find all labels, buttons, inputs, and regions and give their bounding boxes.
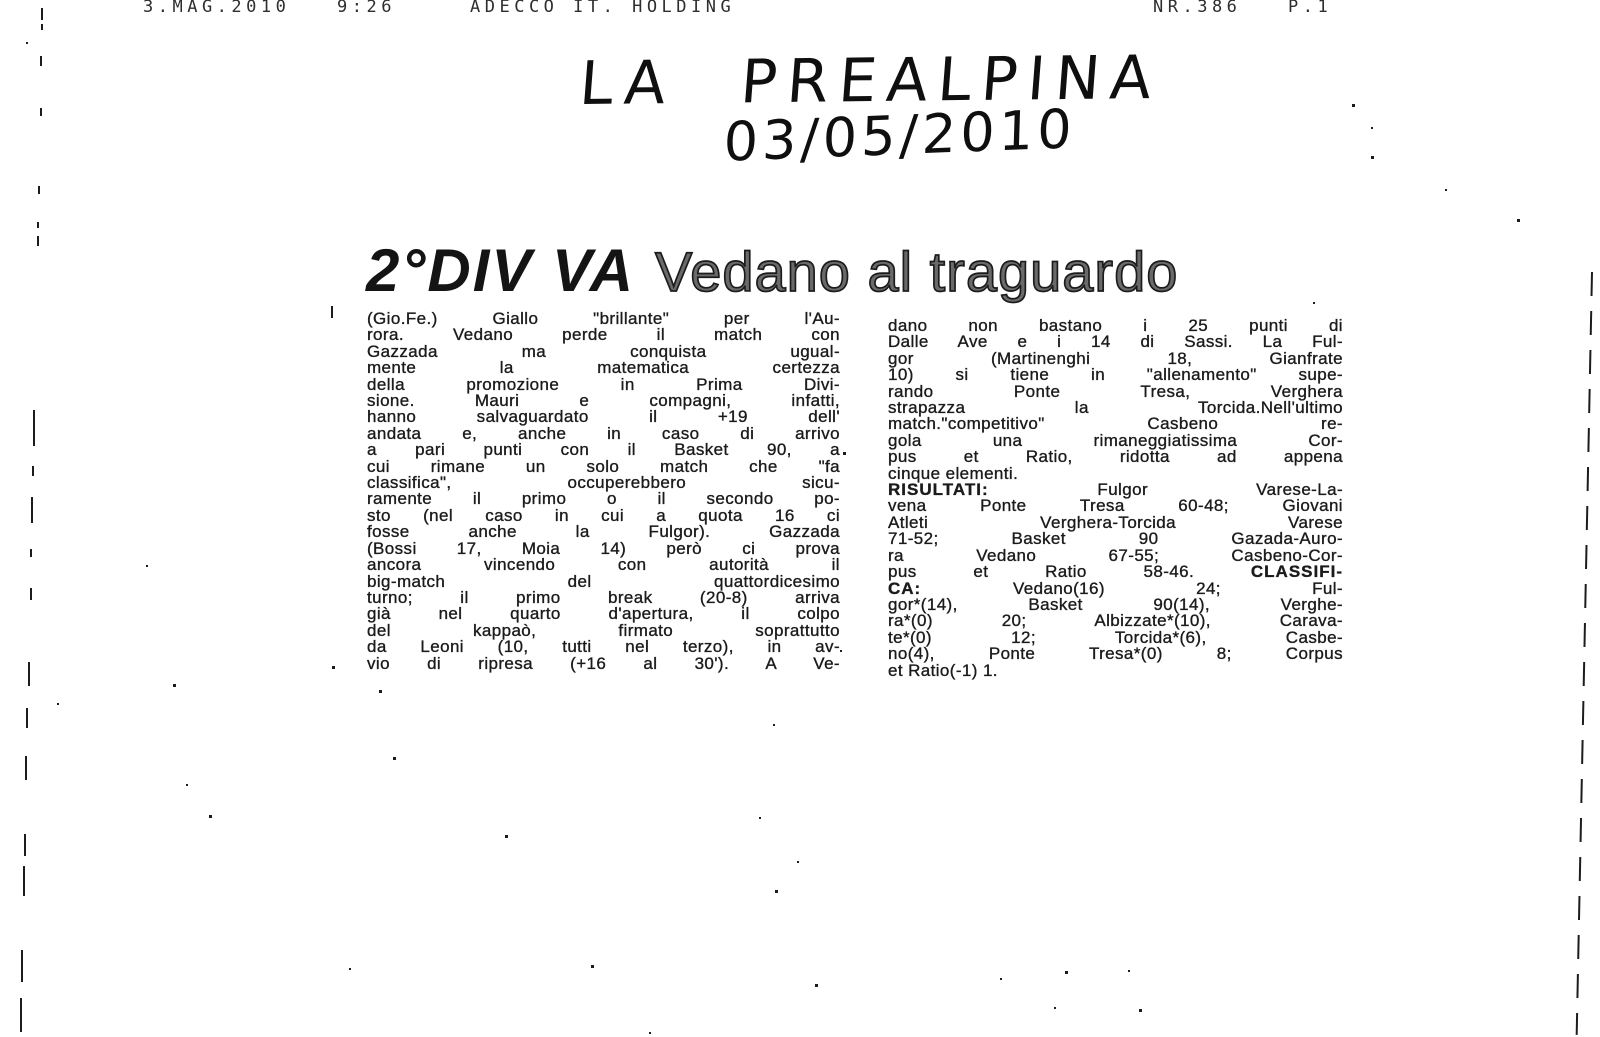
scan-noise-speck [759, 817, 761, 819]
article-text: pus et Ratio 58-46. [888, 562, 1251, 582]
scan-artifact-tick [30, 588, 32, 600]
headline-title: Vedano al traguardo [654, 240, 1179, 303]
scan-noise-speck [591, 965, 594, 968]
scan-noise-speck [146, 565, 148, 567]
article-text: big-match del quattordicesimo [367, 571, 840, 591]
article-text: dano non bastano i 25 punti di [888, 316, 1343, 335]
article-text: (Bossi 17, Moia 14) però ci prova [367, 538, 840, 558]
article-text: strapazza la Torcida.Nell'ultimo [888, 398, 1343, 418]
article-text: ra*(0) 20; Albizzate*(10), Carava- [888, 611, 1343, 631]
article-text: Vedano(16) 24; Ful- [1013, 578, 1343, 598]
scan-noise-speck [1445, 189, 1447, 191]
article-body [367, 311, 1343, 691]
article-text: a pari punti con il Basket 90, a [367, 440, 840, 460]
scan-noise-speck [505, 835, 508, 838]
scan-artifact-tick [38, 186, 40, 194]
scan-artifact-tick [41, 8, 43, 20]
scan-noise-speck [57, 703, 59, 705]
article-text: mente la matematica certezza [367, 358, 840, 378]
scan-artifact-tick [21, 950, 23, 982]
article-text: gola una rimaneggiatissima Cor- [888, 430, 1343, 450]
scan-noise-speck [1371, 127, 1373, 129]
article-text: gor*(14), Basket 90(14), Verghe- [888, 594, 1343, 614]
scan-noise-speck [649, 1032, 651, 1034]
article-text: Fulgor Varese-La- [1097, 480, 1344, 500]
scan-noise-speck [209, 815, 212, 818]
article-bold-text: CLASSIFI- [1250, 562, 1343, 582]
article-text: match."competitivo" Casbeno re- [888, 414, 1343, 434]
scan-noise-speck [173, 684, 176, 687]
scan-noise-speck [843, 452, 846, 455]
article-column-right [888, 318, 1343, 679]
article-text: della promozione in Prima Divi- [367, 374, 840, 394]
article-text: et Ratio(-1) 1. [888, 660, 998, 680]
article-text: Atleti Verghera-Torcida Varese [888, 512, 1343, 532]
article-text: te*(0) 12; Torcida*(6), Casbe- [888, 627, 1343, 647]
article-text: gor (Martinenghi 18, Gianfrate [888, 348, 1343, 368]
article-bold-text: RISULTATI: [888, 480, 1098, 500]
scan-artifact-tick [331, 306, 333, 318]
article-text: fosse anche la Fulgor). Gazzada [367, 522, 840, 542]
scan-noise-speck [775, 890, 778, 893]
article-text: cinque elementi. [888, 463, 1019, 483]
scan-noise-speck [1128, 970, 1130, 972]
article-bold-text: CA: [888, 578, 1013, 598]
article-text: sto (nel caso in cui a quota 16 ci [367, 505, 840, 525]
fax-page-number: P.1 [1288, 0, 1333, 17]
scan-noise-speck [815, 984, 818, 987]
article-text: classifica", occuperebbero sicu- [367, 473, 840, 493]
article-text: Gazzada ma conquista ugual- [367, 341, 840, 361]
article-line [888, 660, 1343, 680]
headline-kicker: 2°DIV VA [366, 237, 635, 304]
article-text: pus et Ratio, ridotta ad appena [888, 447, 1343, 467]
scan-noise-speck [1517, 219, 1520, 222]
scan-artifact-tick [30, 549, 32, 557]
scan-artifact-tick [33, 410, 35, 446]
article-text: 71-52; Basket 90 Gazada-Auro- [888, 529, 1343, 549]
article-text: cui rimane un solo match che "fa [367, 456, 840, 476]
scan-noise-speck [186, 784, 188, 786]
scan-noise-speck [840, 650, 842, 652]
scan-artifact-tick [20, 998, 22, 1032]
article-text: ramente il primo o il secondo po- [367, 489, 840, 509]
article-text: turno; il primo break (20-8) arriva [367, 587, 840, 607]
scan-noise-speck [1313, 302, 1315, 304]
article-text: vena Ponte Tresa 60-48; Giovani [888, 496, 1343, 516]
handwritten-date: 03/05/2010 [722, 97, 1077, 174]
fax-doc-number: NR.386 [1153, 0, 1242, 17]
scan-artifact-tick [37, 222, 39, 228]
article-text: vio di ripresa (+16 al 30'). A Ve- [367, 653, 840, 673]
article-text: hanno salvaguardato il +19 dell' [367, 407, 840, 427]
fax-date: 3.MAG.2010 [143, 0, 291, 17]
article-text: no(4), Ponte Tresa*(0) 8; Corpus [888, 644, 1343, 664]
article-text: rando Ponte Tresa, Verghera [888, 381, 1343, 401]
scan-artifact-tick [28, 662, 30, 686]
article-text: ra Vedano 67-55; Casbeno-Cor- [888, 545, 1343, 565]
article-text: del kappaò, firmato soprattutto [367, 620, 840, 640]
scan-noise-speck [797, 861, 799, 863]
scan-noise-speck [1000, 978, 1002, 980]
article-column-left [367, 311, 840, 672]
article-text: sione. Mauri e compagni, infatti, [367, 391, 840, 411]
scan-noise-speck [332, 666, 335, 669]
fax-sender: ADECCO IT. HOLDING [470, 0, 736, 17]
scan-artifact-tick [23, 866, 25, 896]
scan-artifact-tick [41, 24, 43, 30]
scan-artifact-tick [26, 708, 28, 728]
article-text: rora. Vedano perde il match con [367, 325, 840, 345]
scan-noise-speck [1371, 156, 1374, 159]
article-text: andata e, anche in caso di arrivo [367, 423, 840, 443]
scan-edge-line-right [1576, 272, 1593, 1035]
article-text: da Leoni (10, tutti nel terzo), in av- [367, 637, 840, 657]
article-headline [366, 236, 1178, 305]
article-text: 10) si tiene in "allenamento" supe- [888, 365, 1343, 385]
scan-artifact-tick [37, 236, 39, 246]
scan-noise-speck [26, 42, 28, 44]
article-text: (Gio.Fe.) Giallo "brillante" per l'Au- [367, 309, 840, 328]
scan-noise-speck [379, 690, 382, 693]
article-line [367, 653, 840, 673]
scan-artifact-tick [32, 466, 34, 476]
handwritten-publication-name: LA PREALPINA [577, 42, 1164, 120]
article-text: già nel quarto d'apertura, il colpo [367, 604, 840, 624]
article-text: Dalle Ave e i 14 di Sassi. La Ful- [888, 332, 1343, 352]
scan-noise-speck [349, 968, 351, 970]
scan-artifact-tick [40, 56, 42, 66]
scan-artifact-tick [25, 756, 27, 780]
scan-noise-speck [1139, 1009, 1142, 1012]
scan-artifact-tick [24, 834, 26, 856]
scan-noise-speck [1352, 104, 1355, 107]
article-text: ancora vincendo con autorità il [367, 555, 840, 575]
scan-artifact-tick [31, 497, 33, 523]
scan-noise-speck [773, 724, 775, 726]
scan-noise-speck [393, 757, 396, 760]
scan-artifact-tick [40, 108, 42, 116]
fax-time: 9:26 [337, 0, 396, 17]
scan-noise-speck [1054, 1007, 1056, 1009]
scan-noise-speck [1065, 971, 1068, 974]
